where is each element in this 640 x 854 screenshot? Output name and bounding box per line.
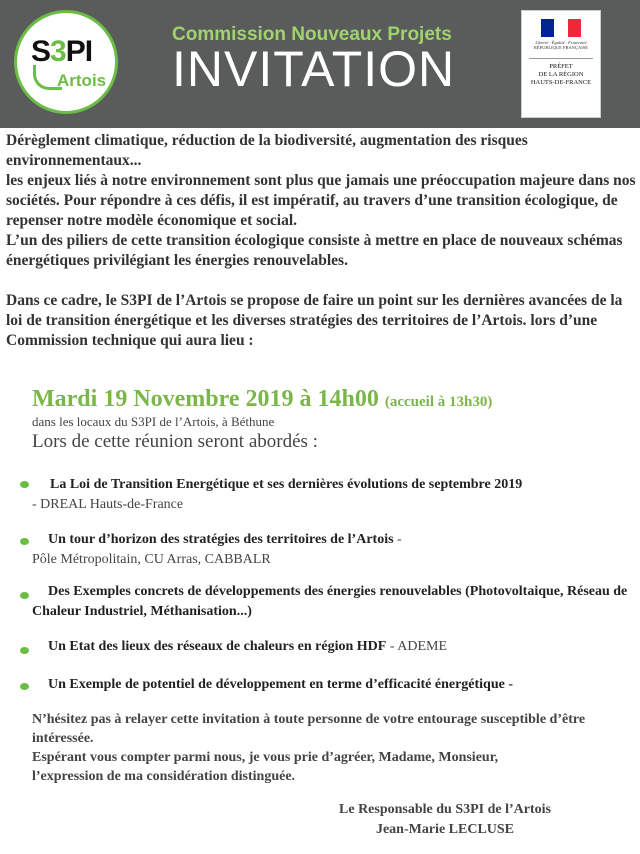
agenda-item-2-title: Un tour d’horizon des stratégies des territoires de l’Artois xyxy=(48,532,394,547)
agenda-item-1-title: La Loi de Transition Energétique et ses dernières évolutions de septembre 2019 xyxy=(50,477,523,492)
logo-s3pi-text: S3PI xyxy=(31,35,93,68)
closing-paragraph-3: l’expression de ma considération distinguée. xyxy=(32,769,296,784)
bullet-icon xyxy=(20,592,29,599)
prefet-logo xyxy=(521,10,601,118)
logo-artois-text: Artois xyxy=(57,71,107,90)
prefet-line2: DE LA RÉGION xyxy=(538,71,584,78)
event-date-text: Mardi 19 Novembre 2019 à 14h00 xyxy=(32,386,379,412)
s3pi-logo xyxy=(14,10,118,114)
flag-red-band xyxy=(568,19,581,37)
prefet-divider xyxy=(529,58,593,59)
agenda-item-4-speaker: - ADEME xyxy=(386,639,447,654)
french-flag-icon xyxy=(541,19,581,37)
prefet-motto: Liberté · Égalité · Fraternité xyxy=(535,40,587,45)
signature-role: Le Responsable du S3PI de l’Artois xyxy=(339,802,551,817)
agenda-item-1-speaker: - DREAL Hauts-de-France xyxy=(32,497,184,512)
prefet-line3: HAUTS-DE-FRANCE xyxy=(530,79,592,86)
agenda-item-3 xyxy=(32,582,632,622)
closing-paragraph-1: N’hésitez pas à relayer cette invitation à toute personne de votre entourage susceptible d’être intéressée. xyxy=(32,712,586,746)
event-accueil: (accueil à 13h30) xyxy=(384,394,493,410)
header-banner xyxy=(0,0,640,128)
flag-blue-band xyxy=(541,19,554,37)
intro-paragraph-2: les enjeux liés à notre environnement sont plus que jamais une préoccupation majeure dans nos sociétés. Pour répondre à ces défis, il est impératif, au travers d’une transition écologique, de repenser notre modèle économique et social. xyxy=(6,172,636,229)
page-title: INVITATION xyxy=(172,41,456,97)
agenda-item-2 xyxy=(32,530,632,570)
prefet-republique: RÉPUBLIQUE FRANÇAISE xyxy=(533,45,589,50)
intro-paragraph-1: Dérèglement climatique, réduction de la biodiversité, augmentation des risques environnementaux... xyxy=(6,132,528,169)
agenda-item-3-title: Des Exemples concrets de développements des énergies renouvelables (Photovoltaique, Réseau de Chaleur Industriel, Méthanisation...) xyxy=(32,584,628,619)
agenda-item-5-title: Un Exemple de potentiel de développement en terme d’efficacité énergétique - xyxy=(48,677,513,692)
closing-paragraph-2: Espérant vous compter parmi nous, je vous prie d’agréer, Madame, Monsieur, xyxy=(32,750,499,765)
commission-title: Commission Nouveaux Projets xyxy=(172,24,452,45)
intro-paragraph-3: L’un des piliers de cette transition écologique consiste à mettre en place de nouveaux schémas énergétiques privilégiant les énergies renouvelables. xyxy=(6,232,623,269)
agenda-item-2-speaker: Pôle Métropolitain, CU Arras, CABBALR xyxy=(32,552,271,567)
event-location: dans les locaux du S3PI de l’Artois, à Béthune xyxy=(32,414,275,429)
bullet-icon xyxy=(20,481,29,488)
agenda-heading: Lors de cette réunion seront abordés : xyxy=(32,431,318,452)
agenda-item-1 xyxy=(32,475,632,515)
intro-paragraph-4: Dans ce cadre, le S3PI de l’Artois se propose de faire un point sur les dernières avancées de la loi de transition énergétique et les diverses stratégies des territoires de l’Artois. lors d’une Commission technique qui aura lieu : xyxy=(6,292,623,349)
signature-name: Jean-Marie LECLUSE xyxy=(375,822,515,837)
agenda-item-4 xyxy=(32,637,632,657)
closing-text xyxy=(32,710,622,786)
prefet-line1: PRÉFET xyxy=(549,63,573,70)
flag-white-band xyxy=(554,19,567,37)
intro-text xyxy=(6,131,638,351)
agenda-item-4-title: Un Etat des lieux des réseaux de chaleurs en région HDF xyxy=(48,639,387,654)
bullet-icon xyxy=(20,683,29,690)
agenda-item-5 xyxy=(32,675,632,695)
signature xyxy=(300,800,590,840)
bullet-icon xyxy=(20,647,29,654)
bullet-icon xyxy=(20,538,29,545)
event-date xyxy=(32,386,492,413)
agenda-item-2-sep: - xyxy=(393,532,402,547)
